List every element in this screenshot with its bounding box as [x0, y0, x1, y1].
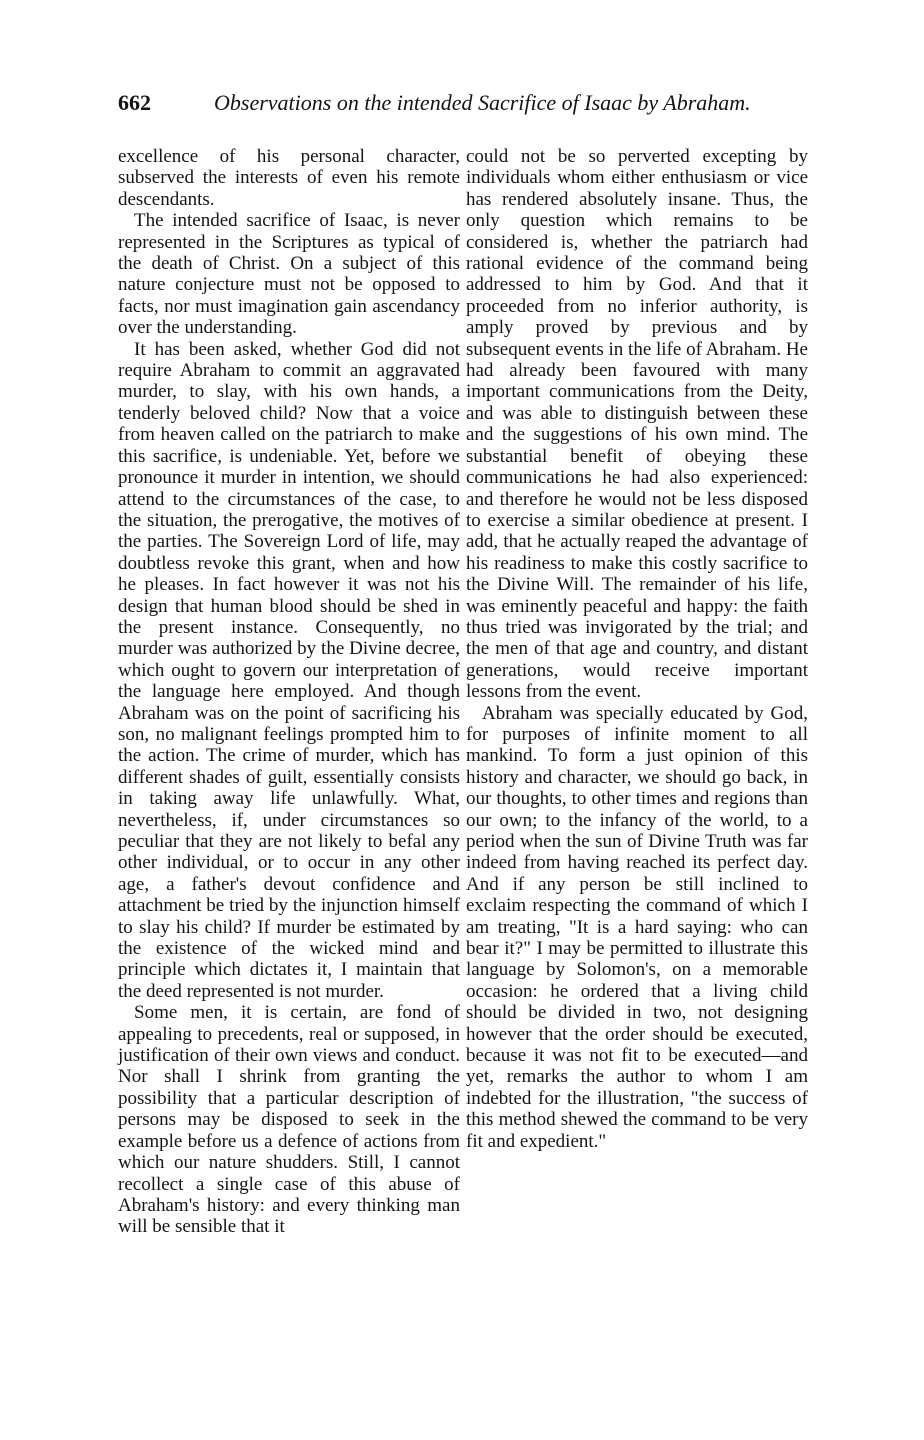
left-column: [118, 146, 460, 1238]
paragraph: The intended sacrifice of Isaac, is never represented in the Scriptures as typical of the death of Christ. On a subject of this nature conjecture must not be opposed to facts, nor must imagination gain ascendancy over the understanding.: [118, 210, 460, 339]
paragraph: It has been asked, whether God did not require Abraham to commit an aggravated murder, to slay, with his own hands, a tenderly beloved child? Now that a voice from heaven called on the patriarch to make this sacrifice, is undeniable. Yet, before we pronounce it murder in intention, we should attend to the circumstances of the case, to the situation, the prerogative, the motives of the parties. The Sovereign Lord of life, may doubtless revoke this grant, when and how he pleases. In fact however it was not his design that human blood should be shed in the present instance. Consequently, no murder was authorized by the Divine decree, which ought to govern our interpretation of the language here employed. And though Abraham was on the point of sacrificing his son, no malignant feelings prompted him to the action. The crime of murder, which has different shades of guilt, essentially consists in taking away life unlawfully. What, nevertheless, if, under circumstances so peculiar that they are not likely to befal any other individual, or to occur in any other age, a father's devout confidence and attachment be tried by the injunction himself to slay his child? If murder be estimated by the existence of the wicked mind and principle which dictates it, I maintain that the deed represented is not murder.: [118, 338, 460, 1002]
page-number: 662: [118, 90, 151, 115]
running-title: Observations on the intended Sacrifice of Isaac by Abraham.: [214, 90, 751, 115]
paragraph: Abraham was specially educated by God, for purposes of infinite moment to all mankind. To form a just opinion of this history and character, we should go back, in our thoughts, to other times and regions than our own; to the infancy of the world, to a period when the sun of Divine Truth was far indeed from having reached its perfect day. And if any person be still inclined to exclaim respecting the command of which I am treating, "It is a hard saying: who can bear it?" I may be permitted to illustrate this language by Solomon's, on a memorable occasion: he ordered that a living child should be divided in two, not designing however that the order should be executed, because it was not fit to be executed—and yet, remarks the author to whom I am indebted for the illustration, "the success of this method shewed the command to be very fit and expedient.": [466, 702, 808, 1152]
paragraph: excellence of his personal character, subserved the interests of even his remote descendants.: [118, 146, 460, 210]
right-column: [466, 146, 808, 1152]
paragraph: could not be so perverted excepting by individuals whom either enthusiasm or vice has rendered absolutely insane. Thus, the only question which remains to be considered is, whether the patriarch had rational evidence of the command being addressed to him by God. And that it proceeded from no inferior authority, is amply proved by previous and by subsequent events in the life of Abraham. He had already been favoured with many important communications from the Deity, and was able to distinguish between these and the suggestions of his own mind. The substantial benefit of obeying these communications he had also experienced: and therefore he would not be less disposed to exercise a similar obedience at present. I add, that he actually reaped the advantage of his readiness to make this costly sacrifice to the Divine Will. The remainder of his life, was eminently peaceful and happy: the faith thus tried was invigorated by the trial; and the men of that age and country, and distant generations, would receive important lessons from the event.: [466, 146, 808, 703]
paragraph: Some men, it is certain, are fond of appealing to precedents, real or supposed, in justification of their own views and conduct. Nor shall I shrink from granting the possibility that a particular description of persons may be disposed to seek in the example before us a defence of actions from which our nature shudders. Still, I cannot recollect a single case of this abuse of Abraham's history: and every thinking man will be sensible that it: [118, 1002, 460, 1238]
page-header: [118, 86, 804, 126]
